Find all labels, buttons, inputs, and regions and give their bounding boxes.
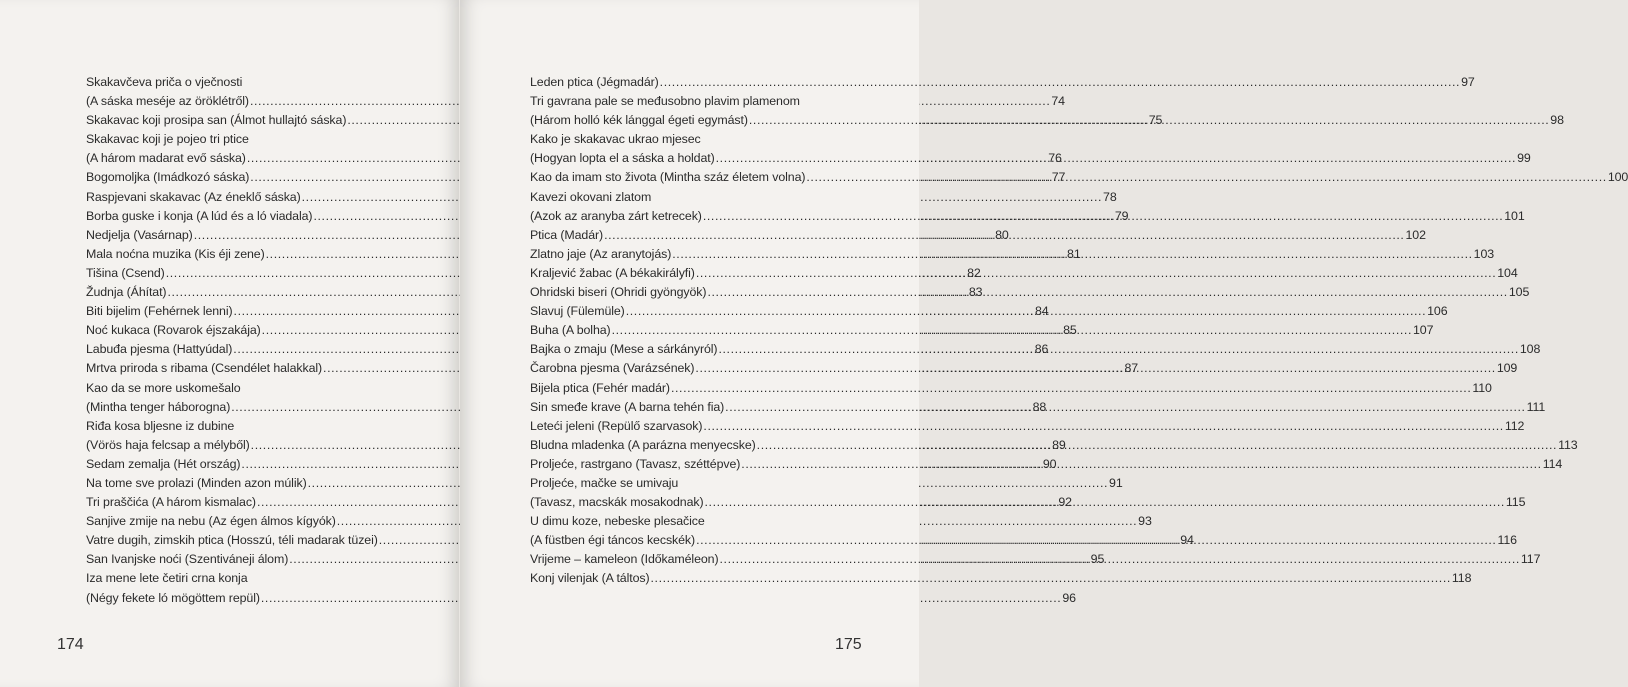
toc-entry-page: 104 [1497,265,1518,280]
dot-leader [660,73,1460,92]
page-number-left: 174 [57,636,84,653]
toc-entry-page: 75 [1148,113,1163,128]
toc-entry-title: San Ivanjske noći (Szentiváneji álom) [86,552,289,567]
toc-entry-title: Vatre dugih, zimskih ptica (Hosszú, téli madarak tüzei) [86,533,378,548]
toc-entry-leader-row [530,379,1492,398]
dot-leader [696,264,1496,283]
toc-entry-page: 108 [1519,342,1541,357]
dot-leader [749,111,1549,130]
toc-entry-page: 87 [1124,361,1139,376]
toc-entry-page: 91 [1109,475,1123,490]
toc-entry-page: 107 [1413,323,1434,338]
dot-leader [704,493,1504,512]
toc-entry-page: 112 [1504,418,1525,433]
toc-entry-title: (A sáska meséje az öröklétről) [86,94,249,109]
toc-entry-title: Čarobna pjesma (Varázsének) [530,361,695,376]
toc-entry-title-line: Kao da se more uskomešalo [86,380,241,395]
toc-entry-page: 79 [1114,208,1129,223]
toc-entry-title: Tri praščića (A három kismalac) [86,495,256,510]
toc-entry-title: Na tome sve prolazi (Minden azon múlik) [86,475,307,490]
toc-entry-leader-row [530,417,1525,436]
toc-entry-title: Mala noćna muzika (Kis éji zene) [86,246,265,261]
toc-entry-title: (Három holló kék lánggal égeti egymást) [530,113,748,128]
toc-entry-page: 84 [1034,304,1049,319]
dot-leader [672,245,1472,264]
toc-entry-title-line: Tri gavrana pale se međusobno plavim plamenom [530,94,800,109]
toc-entry-title: Bludna mladenka (A parázna menyecske) [530,437,756,452]
toc-entry-page: 102 [1405,227,1426,242]
toc-entry-page: 114 [1542,456,1563,471]
dot-leader [716,149,1516,168]
toc-entry-title: Sanjive zmije na nebu (Az égen álmos kígyók) [86,514,336,529]
toc-entry-title-line: Skakavac koji je pojeo tri ptice [86,132,249,147]
toc-entry-title: (A füstben égi táncos kecskék) [530,533,696,548]
toc-entry-page: 81 [1067,246,1081,261]
toc-entry-title: Buha (A bolha) [530,323,611,338]
toc-entry-title: Mrtva priroda s ribama (Csendélet halakkal) [86,361,323,376]
toc-entry-title: Žudnja (Áhítat) [86,285,167,300]
toc-entry-title: (Azok az aranyba zárt ketrecek) [530,208,702,223]
toc-entry-page: 109 [1496,361,1518,376]
toc-entry-title: Biti bijelim (Fehérnek lenni) [86,304,233,319]
toc-entry-title: Tišina (Csend) [86,265,165,280]
toc-entry-page: 88 [1032,399,1047,414]
toc-entry-title: Leden ptica (Jégmadár) [530,75,659,89]
toc-entry-page: 111 [1526,399,1546,414]
toc-entry-page: 89 [1052,437,1066,452]
toc-entry-page: 103 [1473,246,1495,261]
toc-entry-page: 100 [1607,170,1628,185]
toc-entry-page: 80 [995,227,1009,242]
toc-entry-page: 96 [1062,590,1076,605]
toc-entry-title: (Vörös haja felcsap a mélyből) [86,437,250,452]
toc-entry-title-line: Proljeće, mačke se umivaju [530,475,679,490]
dot-leader [696,531,1496,550]
toc-entry-title: (Négy fekete ló mögöttem repül) [86,590,260,605]
toc-entry-title: Zlatno jaje (Az aranytojás) [530,246,672,261]
toc-entry-page: 83 [968,285,983,300]
toc-entry-title: Borba guske i konja (A lúd és a ló viadala) [86,208,313,223]
toc-entry-title: Sedam zemalja (Hét ország) [86,456,241,471]
toc-entry-page: 95 [1090,552,1105,567]
toc-entry [530,569,1472,588]
dot-leader [741,455,1541,474]
toc-entry-title: Vrijeme – kameleon (Időkaméleon) [530,552,719,567]
toc-entry-page: 110 [1472,380,1492,395]
toc-entry-title: (Tavasz, macskák mosakodnak) [530,495,704,510]
toc-entry-leader-row [86,589,1076,608]
dot-leader [604,226,1404,245]
toc-entry-page: 98 [1550,113,1564,128]
toc-entry-title: Bijela ptica (Fehér madár) [530,380,670,395]
toc-entry-title: Bogomoljka (Imádkozó sáska) [86,170,250,185]
dot-leader [703,417,1503,436]
toc-entry-page: 78 [1103,189,1117,204]
toc-entry-page: 77 [1051,170,1066,185]
toc-entry-page: 116 [1497,533,1517,548]
toc-entry-title: (A három madarat evő sáska) [86,151,246,166]
toc-entry-page: 86 [1034,342,1049,357]
toc-entry-title-line: Riđa kosa bljesne iz dubine [86,418,235,433]
toc-entry-page: 101 [1504,208,1525,223]
dot-leader [718,340,1518,359]
toc-entry [530,379,1492,398]
toc-entry-page: 85 [1063,323,1077,338]
toc-entry-title: Ptica (Madár) [530,227,604,242]
toc-entry-page: 113 [1558,437,1578,452]
toc-entry-title: Proljeće, rastrgano (Tavasz, széttépve) [530,456,741,471]
toc-entry-title-line: U dimu koze, nebeske plesačice [530,514,705,529]
dot-leader [725,398,1525,417]
toc-entry-page: 105 [1508,285,1530,300]
toc-entry [530,417,1525,436]
toc-entry-page: 99 [1517,151,1531,166]
toc-entry-title: Ohridski biseri (Ohridi gyöngyök) [530,285,707,300]
toc-entry-title: Konj vilenjak (A táltos) [530,571,650,586]
toc-entry [530,73,1475,92]
toc-entry-title-line: Skakavčeva priča o vječnosti [86,75,243,89]
dot-leader [757,436,1557,455]
dot-leader [651,569,1451,588]
toc-entry-title: Skakavac koji prosipa san (Álmot hullajtó sáska) [86,113,347,128]
toc-entry-title: Leteći jeleni (Repülő szarvasok) [530,418,703,433]
toc-entry-title: Nedjelja (Vasárnap) [86,227,193,242]
toc-entry-page: 82 [967,265,981,280]
toc-entry-title: Noć kukaca (Rovarok éjszakája) [86,323,261,338]
toc-entry-title: (Mintha tenger háborogna) [86,399,231,414]
toc-entry-leader-row [530,569,1472,588]
toc-entry-title: Labuđa pjesma (Hattyúdal) [86,342,233,357]
toc-entry-leader-row [530,73,1475,92]
dot-leader [671,379,1471,398]
dot-leader [626,302,1426,321]
toc-entry-page: 118 [1451,571,1472,586]
toc-entry-page: 97 [1461,75,1475,89]
dot-leader [707,283,1507,302]
toc-entry-page: 93 [1138,514,1152,529]
toc-entry-title: Kraljević žabac (A békakirályfi) [530,265,695,280]
toc-entry-title: Raspjevani skakavac (Az éneklő sáska) [86,189,301,204]
toc-entry-page: 117 [1520,552,1541,567]
dot-leader [703,207,1503,226]
dot-leader [695,359,1495,378]
toc-entry-title: Sin smeđe krave (A barna tehén fia) [530,399,725,414]
toc-entry-title-line: Iza mene lete četiri crna konja [86,571,248,586]
toc-entry-page: 94 [1180,533,1194,548]
toc-entry-title: Bajka o zmaju (Mese a sárkányról) [530,342,718,357]
dot-leader [806,168,1606,187]
toc-entry-title: Kao da imam sto života (Mintha száz életem volna) [530,170,806,185]
toc-entry-page: 74 [1051,94,1065,109]
dot-leader [720,550,1520,569]
toc-entry-title: (Hogyan lopta el a sáska a holdat) [530,151,715,166]
toc-entry-page: 92 [1058,495,1072,510]
toc-entry-page: 115 [1505,495,1526,510]
toc-entry-title-line: Kako je skakavac ukrao mjesec [530,132,701,147]
toc-entry-title: Slavuj (Fülemüle) [530,304,625,319]
toc-entry-title-line: Kavezi okovani zlatom [530,189,652,204]
toc-entry-page: 90 [1042,456,1057,471]
toc-entry-page: 76 [1048,151,1062,166]
page-number-right: 175 [835,636,862,653]
toc-entry-page: 106 [1427,304,1448,319]
dot-leader [612,321,1412,340]
